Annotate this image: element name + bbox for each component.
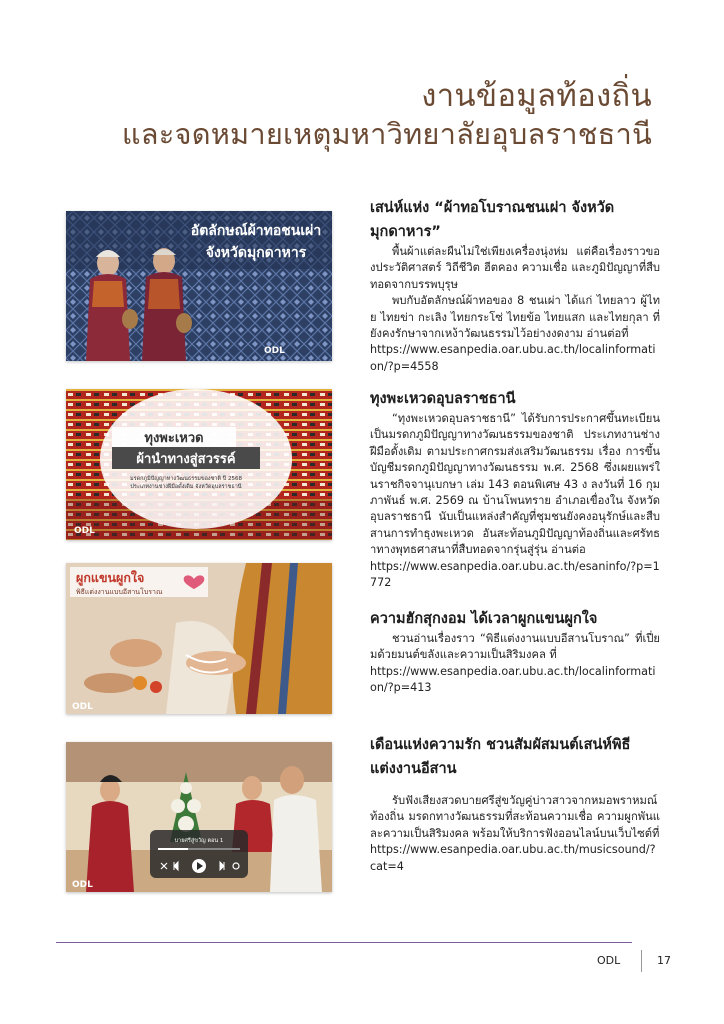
odl-logo: ODL [72, 880, 93, 890]
article-link[interactable]: https://www.esanpedia.oar.ubu.ac.th/localinformation/?p=413 [370, 664, 656, 695]
article-mukdahan-weaving [370, 196, 660, 375]
article-heading: ทุงพะเหวดอุบลราชธานี [370, 391, 516, 407]
article-paragraph: ชวนอ่านเรื่องราว “พิธีแต่งงานแบบอีสานโบราณ” ที่เปี่ยมด้วยมนต์ขลังและความเป็นสิริมงคล ที่ [370, 632, 660, 662]
article-image-wedding-audio [66, 742, 332, 892]
image-caption-line-2: พิธีแต่งงานแบบอีสานโบราณ [76, 588, 163, 596]
image-caption-line-2: ผ้านำทางสู่สวรรค์ [136, 452, 236, 467]
footer-label: ODL [597, 954, 621, 967]
article-paragraph: พบกับอัตลักษณ์ผ้าทอของ 8 ชนเผ่า ได้แก่ ไทยลาว ผู้ไทย ไทยข่า กะเลิง ไทยกระโซ่ ไทยข้อ ไทยแสก และไทยกุลา ที่ยังคงรักษาจากเหง้าวัฒนธรรมไว้อย่างงดงาม อ่านต่อที่ [370, 294, 660, 341]
article-link[interactable]: https://www.esanpedia.oar.ubu.ac.th/musicsound/?cat=4 [370, 843, 656, 873]
tung-photo [66, 389, 332, 540]
wedding-ritual-photo [66, 563, 332, 714]
odl-logo: ODL [264, 346, 285, 356]
player-title: บายศรีสู่ขวัญ ตอน 1 [174, 838, 224, 844]
article-image-mukdahan-weaving [66, 211, 332, 361]
image-caption-line-2: จังหวัดมุกดาหาร [205, 245, 307, 261]
image-caption-line-1: ผูกแขนผูกใจ [76, 570, 145, 585]
image-caption-line-1: อัตลักษณ์ผ้าทอชนเผ่า [190, 223, 322, 239]
article-wedding-audio [370, 733, 660, 875]
article-heading: ความฮักสุกงอม ได้เวลาผูกแขนผูกใจ [370, 611, 598, 627]
footer-divider [56, 942, 632, 943]
page-title [122, 78, 652, 152]
wedding-painting [66, 742, 332, 892]
image-caption-small-2: ประเภทงานช่างฝีมือดั้งเดิม จังหวัดอุบลราชธานี [130, 484, 242, 490]
footer-separator [641, 950, 642, 972]
page-title-line-1: งานข้อมูลท้องถิ่น [421, 78, 652, 114]
weaving-photo [66, 211, 332, 361]
article-paragraph: “ทุงพะเหวดอุบลราชธานี” ได้รับการประกาศขึ้นทะเบียนเป็นมรดกภูมิปัญญาทางวัฒนธรรมของชาติ ประเภทงานช่างฝีมือดั้งเดิม ตามประกาศกรมส่งเสริมวัฒนธรรม เรื่อง การขึ้นบัญชีมรดกภูมิปัญญาทางวัฒนธรรม พ.ศ. 2568 ซึ่งเผยแพร่ในราชกิจจานุเบกษา เล่ม 143 ตอนพิเศษ 43 ง ลงวันที่ 16 กุมภาพันธ์ พ.ศ. 2569 ณ บ้านโพนทราย อำเภอเขื่องใน จังหวัดอุบลราชธานี นับเป็นแหล่งสำคัญที่ชุมชนยังคงอนุรักษ์และสืบสานการทำธุงพะเหวด อันสะท้อนภูมิปัญญาท้องถิ่นและศรัทธาทางพุทธศาสนาที่สืบทอดจากรุ่นสู่รุ่น อ่านต่อ [370, 412, 660, 557]
article-heading: เสน่ห์แห่ง “ผ้าทอโบราณชนเผ่า จังหวัดมุกดาหาร” [370, 200, 615, 240]
odl-logo: ODL [72, 702, 93, 712]
page-title-line-2: และจดหมายเหตุมหาวิทยาลัยอุบลราชธานี [121, 117, 652, 151]
image-caption-small-1: มรดกภูมิปัญญาทางวัฒนธรรมของชาติ ปี 2568 [130, 476, 242, 482]
article-link[interactable]: https://www.esanpedia.oar.ubu.ac.th/esaninfo/?p=1772 [370, 559, 660, 590]
article-tung-pha-wet [370, 387, 660, 591]
article-heading: เดือนแห่งความรัก ชวนสัมผัสมนต์เสน่ห์พิธีแต่งงานอีสาน [370, 737, 631, 777]
article-image-tung-pha-wet [66, 389, 332, 540]
article-phuk-khaen [370, 607, 660, 697]
article-paragraph: พื้นผ้าแต่ละผืนไม่ใช่เพียงเครื่องนุ่งห่ม แต่คือเรื่องราวของประวัติศาสตร์ วิถีชีวิต ฮีตคอง ความเชื่อ และภูมิปัญญาที่สืบทอดจากบรรพบุรุษ [370, 245, 660, 291]
article-paragraph: รับฟังเสียงสวดบายศรีสู่ขวัญคู่บ่าวสาวจากหมอพราหมณ์ท้องถิ่น มรดกทางวัฒนธรรมที่สะท้อนความเชื่อ ความผูกพันและความเป็นสิริมงคล พร้อมให้บริการฟังออนไลน์บนเว็บไซต์ที่ [370, 794, 660, 840]
odl-logo: ODL [74, 526, 95, 536]
article-link[interactable]: https://www.esanpedia.oar.ubu.ac.th/localinformation/?p=4558 [370, 343, 656, 373]
image-caption-line-1: ทุงพะเหวด [144, 431, 204, 446]
page-number: 17 [657, 954, 671, 967]
article-image-phuk-khaen [66, 563, 332, 714]
